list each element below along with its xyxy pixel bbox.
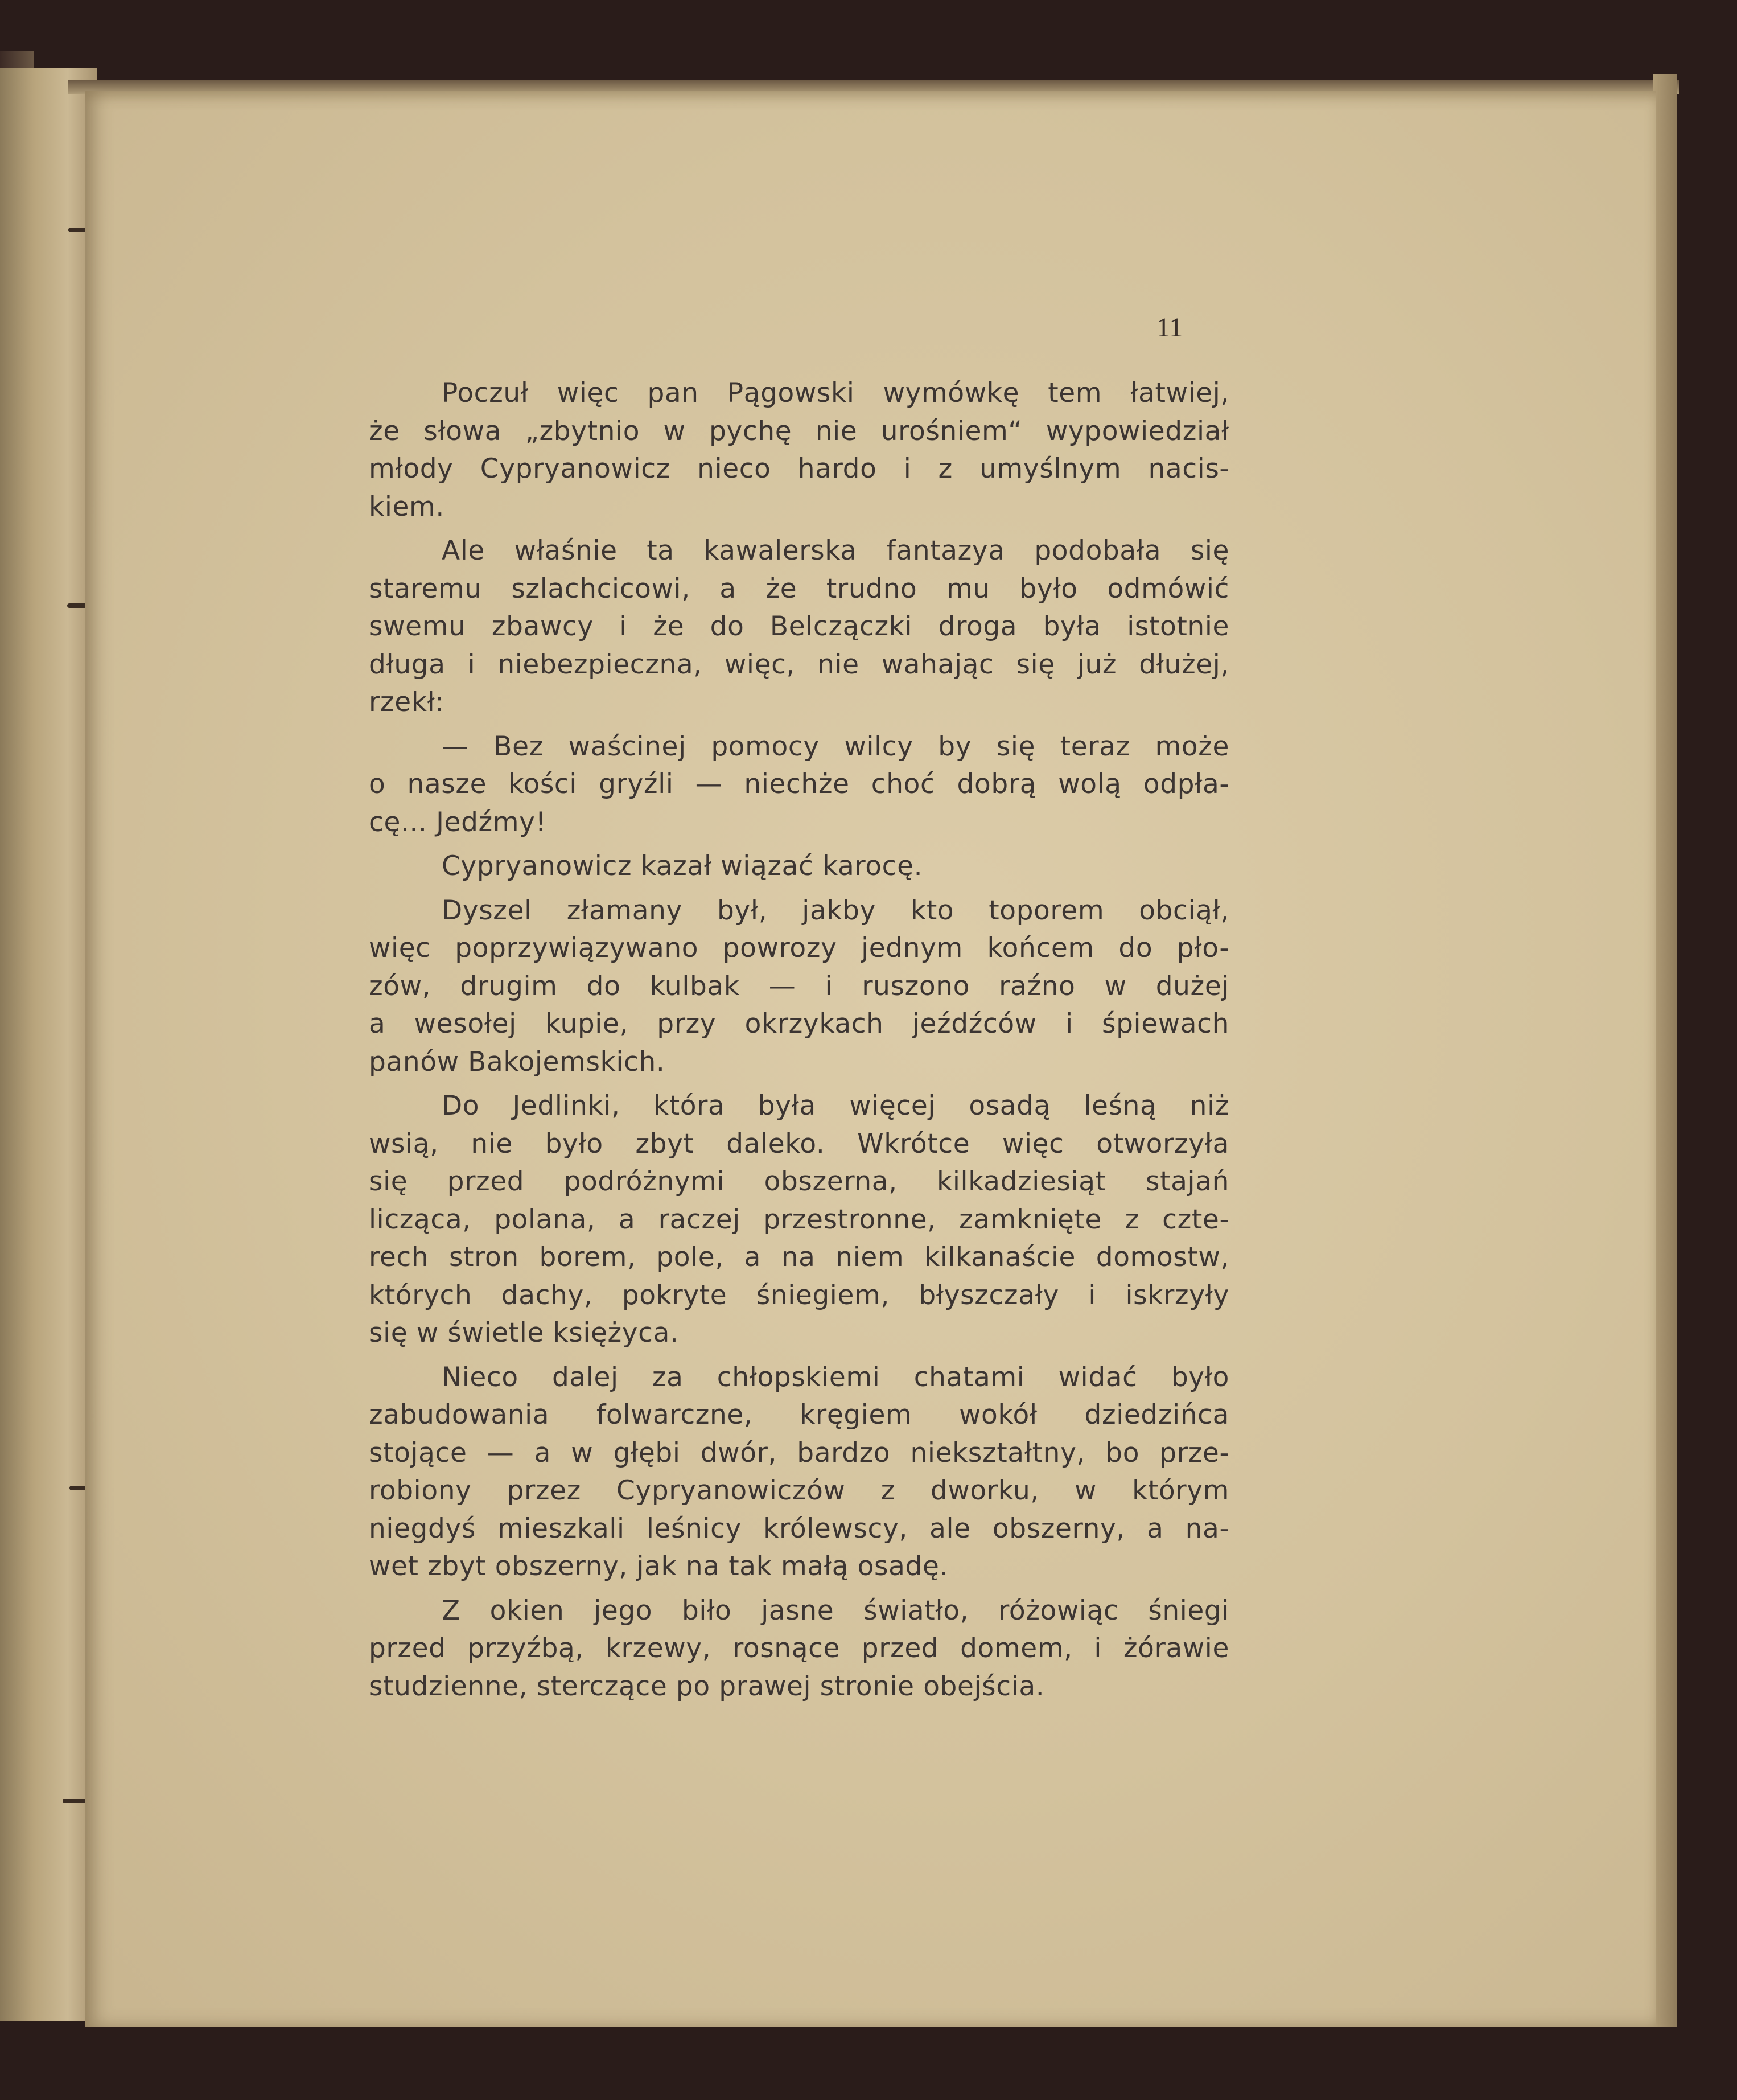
page-body-text	[369, 375, 1229, 1706]
page-number: 11	[1156, 313, 1183, 343]
text-line: wsią, nie było zbyt daleko. Wkrótce więc otworzyła	[369, 1128, 1229, 1160]
paragraph-spacing	[369, 722, 1229, 728]
text-line: zów, drugim do kulbak — i ruszono raźno w dużej	[369, 970, 1229, 1002]
paragraph-spacing	[369, 886, 1229, 892]
text-line: robiony przez Cypryanowiczów z dworku, w którym	[369, 1475, 1229, 1506]
text-line: Z okien jego biło jasne światło, różowiąc śniegi	[442, 1594, 1229, 1626]
text-line: że słowa „zbytnio w pychę nie urośniem“ wypowiedział	[369, 415, 1229, 447]
paragraph-spacing	[369, 1353, 1229, 1359]
text-line: panów Bakojemskich.	[369, 1046, 665, 1078]
text-line: a wesołej kupie, przy okrzykach jeźdźców i śpiewach	[369, 1008, 1229, 1039]
text-line: rech stron borem, pole, a na niem kilkanaście domostw,	[369, 1242, 1229, 1273]
left-page-edge	[0, 68, 97, 2021]
text-line: licząca, polana, a raczej przestronne, zamknięte z czte-	[369, 1203, 1229, 1235]
text-line: Do Jedlinki, która była więcej osadą leśną niż	[442, 1090, 1229, 1121]
paragraph-spacing	[369, 526, 1229, 532]
text-line: niegdyś mieszkali leśnicy królewscy, ale obszerny, a na-	[369, 1513, 1229, 1544]
text-line: Ale właśnie ta kawalerska fantazya podobała się	[442, 535, 1229, 566]
text-line: młody Cypryanowicz nieco hardo i z umyślnym nacis-	[369, 453, 1229, 484]
right-page-edge	[1653, 74, 1677, 2027]
paragraph	[369, 848, 1229, 886]
paragraph	[369, 532, 1229, 722]
paragraph	[369, 1359, 1229, 1586]
text-line: więc poprzywiązywano powrozy jednym końcem do pło-	[369, 932, 1229, 964]
text-line: Poczuł więc pan Pągowski wymówkę tem łatwiej,	[442, 377, 1229, 409]
text-line: — Bez waścinej pomocy wilcy by się teraz może	[442, 730, 1229, 762]
text-line: staremu szlachcicowi, a że trudno mu było odmówić	[369, 573, 1229, 605]
text-line: studzienne, sterczące po prawej stronie obejścia.	[369, 1670, 1045, 1702]
paragraph	[369, 728, 1229, 842]
text-line: się w świetle księżyca.	[369, 1317, 679, 1349]
text-line: Dyszel złamany był, jakby kto toporem obciął,	[442, 894, 1229, 926]
paragraph	[369, 1592, 1229, 1706]
text-line: o nasze kości gryźli — niechże choć dobrą wolą odpła-	[369, 769, 1229, 800]
text-line: przed przyźbą, krzewy, rosnące przed domem, i żórawie	[369, 1633, 1229, 1664]
text-line: zabudowania folwarczne, kręgiem wokół dziedzińca	[369, 1399, 1229, 1431]
text-line: których dachy, pokryte śniegiem, błyszczały i iskrzyły	[369, 1279, 1229, 1311]
text-line: się przed podróżnymi obszerna, kilkadziesiąt stajań	[369, 1166, 1229, 1197]
paragraph-spacing	[369, 841, 1229, 848]
text-line: Cypryanowicz kazał wiązać karocę.	[442, 850, 923, 882]
paragraph	[369, 375, 1229, 526]
text-line: Nieco dalej za chłopskiemi chatami widać było	[442, 1361, 1229, 1393]
paragraph	[369, 1087, 1229, 1353]
paragraph-spacing	[369, 1586, 1229, 1592]
text-line: wet zbyt obszerny, jak na tak małą osadę.	[369, 1551, 949, 1582]
text-line: długa i niebezpieczna, więc, nie wahając się już dłużej,	[369, 648, 1229, 680]
text-line: stojące — a w głębi dwór, bardzo niekształtny, bo prze-	[369, 1437, 1229, 1469]
paragraph	[369, 892, 1229, 1082]
text-line: swemu zbawcy i że do Belczączki droga była istotnie	[369, 611, 1229, 642]
text-line: rzekł:	[369, 687, 444, 718]
text-line: cę... Jedźmy!	[369, 806, 547, 838]
text-line: kiem.	[369, 491, 444, 523]
paragraph-spacing	[369, 1081, 1229, 1087]
